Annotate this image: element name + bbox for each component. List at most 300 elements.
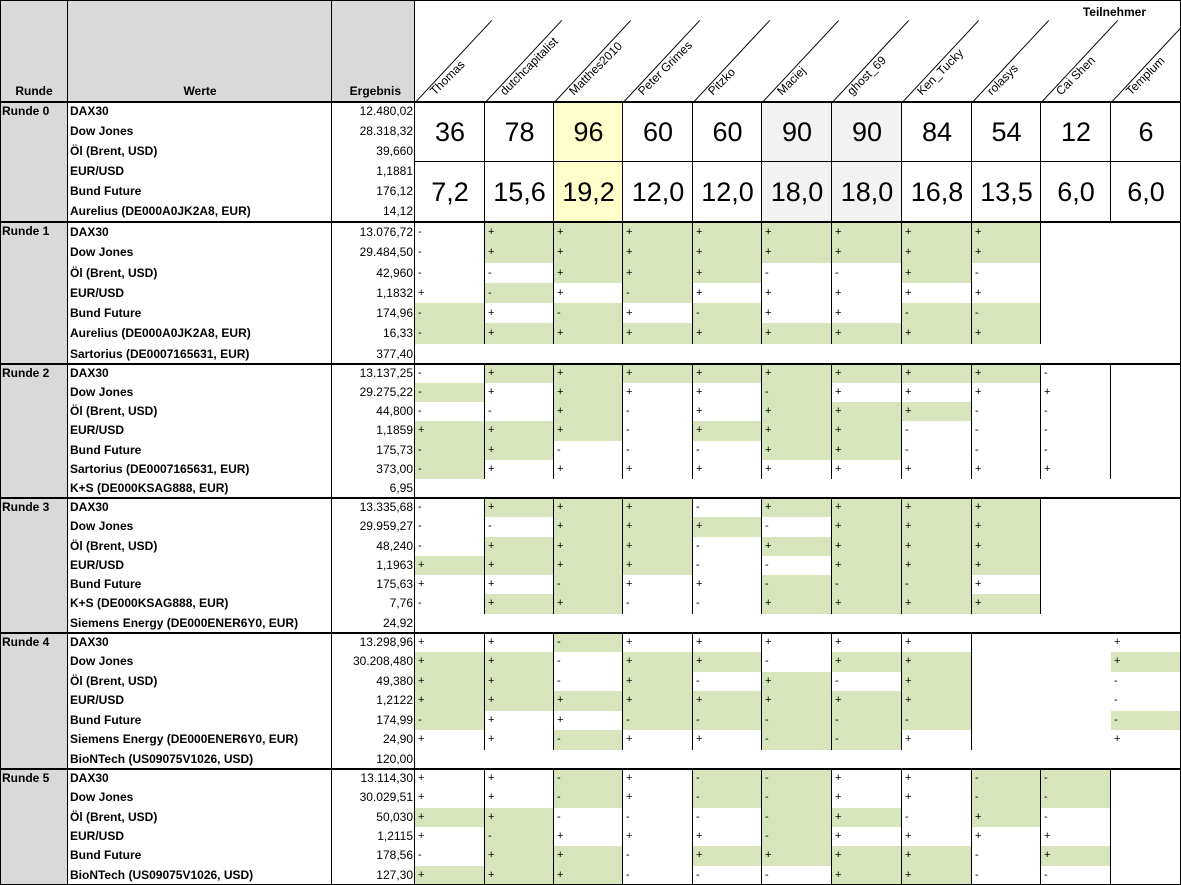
tip-cell: + <box>418 578 425 591</box>
cell-border <box>971 594 972 613</box>
tip-cell: + <box>902 652 972 671</box>
tip-cell: + <box>418 286 425 299</box>
cell-border <box>1040 323 1041 343</box>
asset-name: Bund Future <box>70 848 142 863</box>
tip-cell: + <box>905 386 912 399</box>
cell-border <box>484 242 485 262</box>
tip-cell: - <box>765 655 769 668</box>
participant-average: 6,0 <box>1041 162 1111 222</box>
tip-cell: + <box>623 364 693 383</box>
cell-border <box>622 402 623 421</box>
tip-cell: - <box>485 827 554 846</box>
participant-name: Cai Shen <box>1053 53 1098 98</box>
cell-border <box>831 383 832 402</box>
asset-name: Bund Future <box>70 184 142 198</box>
tip-cell: - <box>554 769 623 788</box>
tip-cell: + <box>693 323 762 343</box>
asset-result: 13.335,68 <box>359 500 413 514</box>
tip-cell: + <box>905 462 912 475</box>
cell-border <box>1040 283 1041 303</box>
tip-cell: + <box>554 263 623 283</box>
tip-cell: + <box>762 242 832 262</box>
cell-border <box>484 730 485 749</box>
asset-result: 377,40 <box>376 346 413 361</box>
tip-cell: + <box>902 242 972 262</box>
cell-border <box>622 652 623 671</box>
cell-border <box>553 769 554 788</box>
tip-cell: + <box>762 846 832 865</box>
asset-result: 120,00 <box>376 751 413 766</box>
tip-cell: + <box>623 263 693 283</box>
cell-border <box>761 827 762 846</box>
cell-border <box>1040 846 1041 865</box>
grid-line <box>67 0 68 885</box>
tip-cell: - <box>972 788 1041 807</box>
tip-cell: + <box>972 517 1041 536</box>
tip-cell: + <box>488 462 495 475</box>
asset-name: Dow Jones <box>70 790 134 805</box>
tip-cell: - <box>975 424 979 437</box>
cell-border <box>484 672 485 691</box>
participant-points: 36 <box>415 102 485 162</box>
tip-cell: - <box>902 711 972 730</box>
asset-name: K+S (DE000KSAG888, EUR) <box>70 480 229 495</box>
cell-border <box>971 222 972 242</box>
tip-cell: - <box>418 226 422 238</box>
cell-border <box>484 769 485 788</box>
asset-name: DAX30 <box>70 225 109 239</box>
cell-border <box>1040 364 1041 383</box>
header-diagonal-line <box>693 20 770 103</box>
cell-border <box>831 711 832 730</box>
cell-border <box>1040 498 1041 517</box>
round-label-cell <box>0 633 68 769</box>
cell-border <box>484 575 485 594</box>
tip-cell: + <box>623 691 693 710</box>
participant-points: 90 <box>762 102 832 162</box>
tip-cell: - <box>693 769 762 788</box>
asset-name: Dow Jones <box>70 245 134 260</box>
cell-border <box>622 808 623 827</box>
asset-name: DAX30 <box>70 635 109 649</box>
cell-border <box>971 769 972 788</box>
tip-cell: + <box>832 846 902 865</box>
cell-border <box>971 421 972 440</box>
participant-average: 13,5 <box>972 162 1041 222</box>
cell-border <box>971 866 972 885</box>
tip-cell: + <box>626 578 633 591</box>
cell-border <box>901 303 902 323</box>
asset-result: 16,33 <box>382 326 413 341</box>
cell-border <box>553 788 554 807</box>
asset-result: 29.959,27 <box>359 519 413 534</box>
cell-border <box>1110 441 1111 460</box>
asset-name: EUR/USD <box>70 164 125 178</box>
cell-border <box>1110 402 1111 421</box>
asset-result: 1,2115 <box>377 829 413 843</box>
tip-cell: - <box>488 405 492 418</box>
grid-line <box>484 102 485 222</box>
asset-name: Bund Future <box>70 306 142 321</box>
cell-border <box>553 711 554 730</box>
tip-cell: - <box>1114 674 1118 687</box>
tip-cell: + <box>1111 652 1181 671</box>
tip-cell: + <box>418 636 425 648</box>
tip-cell: + <box>485 222 554 242</box>
cell-border <box>831 730 832 749</box>
tip-cell: + <box>902 537 972 556</box>
tip-cell: + <box>832 421 902 440</box>
participant-name: Pitzko <box>705 64 739 98</box>
participant-name: Maciej <box>774 63 809 98</box>
cell-border <box>901 517 902 536</box>
cell-border <box>1040 769 1041 788</box>
cell-border <box>692 460 693 479</box>
tip-cell: + <box>415 672 485 691</box>
tip-cell: - <box>1044 405 1048 418</box>
tip-cell: + <box>554 517 623 536</box>
cell-border <box>692 303 693 323</box>
grid-line <box>0 632 1181 634</box>
cell-border <box>1040 594 1041 613</box>
cell-border <box>692 711 693 730</box>
participant-average: 16,8 <box>902 162 972 222</box>
tip-cell: + <box>832 323 902 343</box>
tip-cell: - <box>905 810 909 823</box>
cell-border <box>1110 866 1111 885</box>
tip-cell: + <box>693 846 762 865</box>
tip-cell: + <box>762 402 832 421</box>
asset-name: EUR/USD <box>70 829 125 843</box>
tip-cell: + <box>765 636 772 648</box>
asset-result: 7,76 <box>389 596 413 611</box>
asset-result: 48,240 <box>376 538 413 553</box>
tip-cell: + <box>415 556 485 575</box>
cell-border <box>831 594 832 613</box>
header-diagonal-line <box>554 20 631 103</box>
asset-result: 127,30 <box>376 867 413 882</box>
asset-name: Sartorius (DE0007165631, EUR) <box>70 346 250 361</box>
asset-result: 1,1881 <box>376 164 413 178</box>
cell-border <box>831 672 832 691</box>
tip-cell: + <box>696 830 703 842</box>
cell-border <box>692 402 693 421</box>
tip-cell: - <box>626 849 630 862</box>
cell-border <box>831 846 832 865</box>
grid-line <box>415 161 1181 162</box>
header-diagonal-line <box>1041 20 1118 103</box>
round-label: Runde 5 <box>2 771 50 785</box>
tip-cell: + <box>975 830 982 842</box>
asset-result: 49,380 <box>376 673 413 688</box>
cell-border <box>1040 263 1041 283</box>
tip-cell: + <box>902 556 972 575</box>
tip-cell: + <box>696 386 703 399</box>
tip-cell: + <box>972 537 1041 556</box>
asset-result: 44,800 <box>376 404 413 419</box>
cell-border <box>553 672 554 691</box>
cell-border <box>901 691 902 710</box>
asset-name: EUR/USD <box>70 285 125 300</box>
cell-border <box>1110 846 1111 865</box>
cell-border <box>761 460 762 479</box>
tip-cell: + <box>488 733 495 746</box>
cell-border <box>901 263 902 283</box>
cell-border <box>692 672 693 691</box>
cell-border <box>1040 222 1041 242</box>
cell-border <box>1040 556 1041 575</box>
tip-cell: + <box>554 498 623 517</box>
cell-border <box>761 537 762 556</box>
cell-border <box>761 364 762 383</box>
cell-border <box>484 711 485 730</box>
tip-cell: + <box>902 866 972 885</box>
tip-cell: + <box>765 462 772 475</box>
tip-cell: - <box>418 849 422 862</box>
cell-border <box>484 441 485 460</box>
tip-cell: + <box>557 830 564 842</box>
cell-border <box>901 222 902 242</box>
tip-cell: + <box>488 772 495 784</box>
tip-cell: + <box>557 462 564 475</box>
round-label: Runde 3 <box>2 500 50 514</box>
tip-cell: - <box>418 405 422 418</box>
asset-result: 1,1832 <box>376 285 413 300</box>
tip-cell: + <box>902 517 972 536</box>
asset-name: Aurelius (DE000A0JK2A8, EUR) <box>70 204 251 218</box>
participant-average: 18,0 <box>762 162 832 222</box>
tip-cell: - <box>415 711 485 730</box>
tip-cell: + <box>832 364 902 383</box>
tip-cell: - <box>418 367 422 379</box>
cell-border <box>622 323 623 343</box>
cell-border <box>761 594 762 613</box>
tip-cell: + <box>418 791 425 804</box>
round-label: Runde 0 <box>0 102 68 122</box>
cell-border <box>553 242 554 262</box>
cell-border <box>553 364 554 383</box>
tip-cell: + <box>835 772 842 784</box>
tip-cell: - <box>626 405 630 418</box>
cell-border <box>622 517 623 536</box>
cell-border <box>901 441 902 460</box>
tip-cell: + <box>1044 830 1051 842</box>
tip-cell: - <box>557 655 561 668</box>
tip-cell: - <box>488 520 492 533</box>
tip-cell: + <box>623 652 693 671</box>
cell-border <box>553 827 554 846</box>
tip-cell: + <box>485 323 554 343</box>
cell-border <box>484 263 485 283</box>
tip-cell: + <box>696 286 703 299</box>
tip-cell: + <box>902 672 972 691</box>
cell-border <box>1110 421 1111 440</box>
tip-cell: - <box>418 501 422 513</box>
cell-border <box>901 808 902 827</box>
tip-cell: + <box>485 556 554 575</box>
cell-border <box>831 788 832 807</box>
round-label: Runde 2 <box>2 366 50 380</box>
cell-border <box>971 827 972 846</box>
cell-border <box>484 691 485 710</box>
tip-cell: + <box>835 830 842 842</box>
tip-cell: + <box>623 517 693 536</box>
tip-cell: - <box>762 383 832 402</box>
tip-cell: - <box>902 303 972 323</box>
tip-cell: - <box>693 711 762 730</box>
asset-name: Dow Jones <box>70 124 134 138</box>
participant-points: 54 <box>972 102 1041 162</box>
tip-cell: + <box>693 691 762 710</box>
tip-cell: + <box>623 556 693 575</box>
cell-border <box>1040 537 1041 556</box>
cell-border <box>484 633 485 652</box>
cell-border <box>553 421 554 440</box>
cell-border <box>901 769 902 788</box>
tip-cell: + <box>905 791 912 804</box>
cell-border <box>692 575 693 594</box>
asset-result: 1,2122 <box>376 693 413 708</box>
cell-border <box>761 711 762 730</box>
cell-border <box>971 672 972 691</box>
asset-result: 12.480,02 <box>359 104 413 118</box>
header-diagonal-line <box>623 20 700 103</box>
cell-border <box>831 283 832 303</box>
cell-border <box>1110 827 1111 846</box>
cell-border <box>692 556 693 575</box>
asset-name: Öl (Brent, USD) <box>70 265 158 280</box>
cell-border <box>484 846 485 865</box>
tip-cell: + <box>835 791 842 804</box>
tip-cell: + <box>832 222 902 242</box>
cell-border <box>1040 808 1041 827</box>
cell-border <box>622 303 623 323</box>
cell-border <box>831 769 832 788</box>
tip-cell: + <box>485 498 554 517</box>
participant-average: 12,0 <box>623 162 693 222</box>
round-label: Runde 4 <box>2 635 50 649</box>
tip-cell: + <box>902 498 972 517</box>
tip-cell: + <box>832 866 902 885</box>
cell-border <box>1040 441 1041 460</box>
tip-cell: - <box>696 674 700 687</box>
cell-border <box>692 846 693 865</box>
tip-cell: + <box>557 286 564 299</box>
cell-border <box>622 460 623 479</box>
round-label-cell <box>0 498 68 633</box>
cell-border <box>622 441 623 460</box>
cell-border <box>692 517 693 536</box>
asset-name: EUR/USD <box>70 423 125 438</box>
tip-cell: + <box>693 242 762 262</box>
asset-result: 24,92 <box>382 615 413 630</box>
cell-border <box>831 242 832 262</box>
tip-cell: + <box>905 286 912 299</box>
tip-cell: - <box>626 443 630 456</box>
cell-border <box>692 633 693 652</box>
cell-border <box>484 556 485 575</box>
participant-name: rolasys <box>984 61 1021 98</box>
tip-cell: + <box>554 866 623 885</box>
tip-cell: + <box>902 402 972 421</box>
tip-cell: + <box>972 556 1041 575</box>
tip-cell: + <box>623 222 693 242</box>
participant-name: ghost_69 <box>844 53 889 98</box>
cell-border <box>761 323 762 343</box>
cell-border <box>971 575 972 594</box>
asset-result: 174,96 <box>376 306 413 321</box>
asset-name: Bund Future <box>70 712 142 727</box>
tip-cell: + <box>762 222 832 242</box>
tip-cell: - <box>1044 810 1048 823</box>
cell-border <box>831 691 832 710</box>
cell-border <box>761 283 762 303</box>
cell-border <box>901 633 902 652</box>
cell-border <box>1110 808 1111 827</box>
tip-cell: - <box>693 788 762 807</box>
tip-cell: - <box>765 266 769 279</box>
cell-border <box>622 672 623 691</box>
tip-cell: - <box>972 303 1041 323</box>
participant-points: 96 <box>554 102 623 162</box>
grid-line <box>0 768 1181 770</box>
tip-cell: + <box>832 517 902 536</box>
tip-cell: - <box>762 788 832 807</box>
cell-border <box>622 788 623 807</box>
cell-border <box>761 769 762 788</box>
tip-cell: - <box>972 769 1041 788</box>
tip-cell: + <box>485 846 554 865</box>
tip-cell: - <box>557 674 561 687</box>
cell-border <box>622 364 623 383</box>
asset-result: 28.318,32 <box>359 124 413 138</box>
tip-cell: - <box>1114 694 1118 707</box>
cell-border <box>553 691 554 710</box>
tip-cell: - <box>557 810 561 823</box>
cell-border <box>692 364 693 383</box>
tip-cell: + <box>626 791 633 804</box>
cell-border <box>622 594 623 613</box>
tip-cell: - <box>418 597 422 610</box>
asset-result: 175,63 <box>376 577 413 592</box>
cell-border <box>1040 517 1041 536</box>
tip-cell: + <box>1044 462 1051 475</box>
tip-cell: + <box>696 578 703 591</box>
cell-border <box>831 498 832 517</box>
participant-name: Thomas <box>427 57 468 98</box>
tip-cell: - <box>418 539 422 552</box>
participant-points: 6 <box>1111 102 1181 162</box>
cell-border <box>901 421 902 440</box>
cell-border <box>761 421 762 440</box>
tip-cell: - <box>975 849 979 862</box>
tip-cell: + <box>762 364 832 383</box>
asset-result: 13.076,72 <box>359 225 413 239</box>
tip-cell: - <box>975 266 979 279</box>
grid-line <box>901 102 902 222</box>
tip-cell: + <box>485 691 554 710</box>
tip-cell: + <box>832 537 902 556</box>
tip-cell: + <box>835 386 842 399</box>
tip-cell: + <box>485 652 554 671</box>
cell-border <box>484 827 485 846</box>
grid-line <box>0 363 1181 365</box>
asset-result: 13.298,96 <box>359 635 413 649</box>
participant-name: Templum <box>1123 53 1168 98</box>
tip-cell: - <box>626 868 630 881</box>
cell-border <box>622 575 623 594</box>
cell-border <box>553 263 554 283</box>
